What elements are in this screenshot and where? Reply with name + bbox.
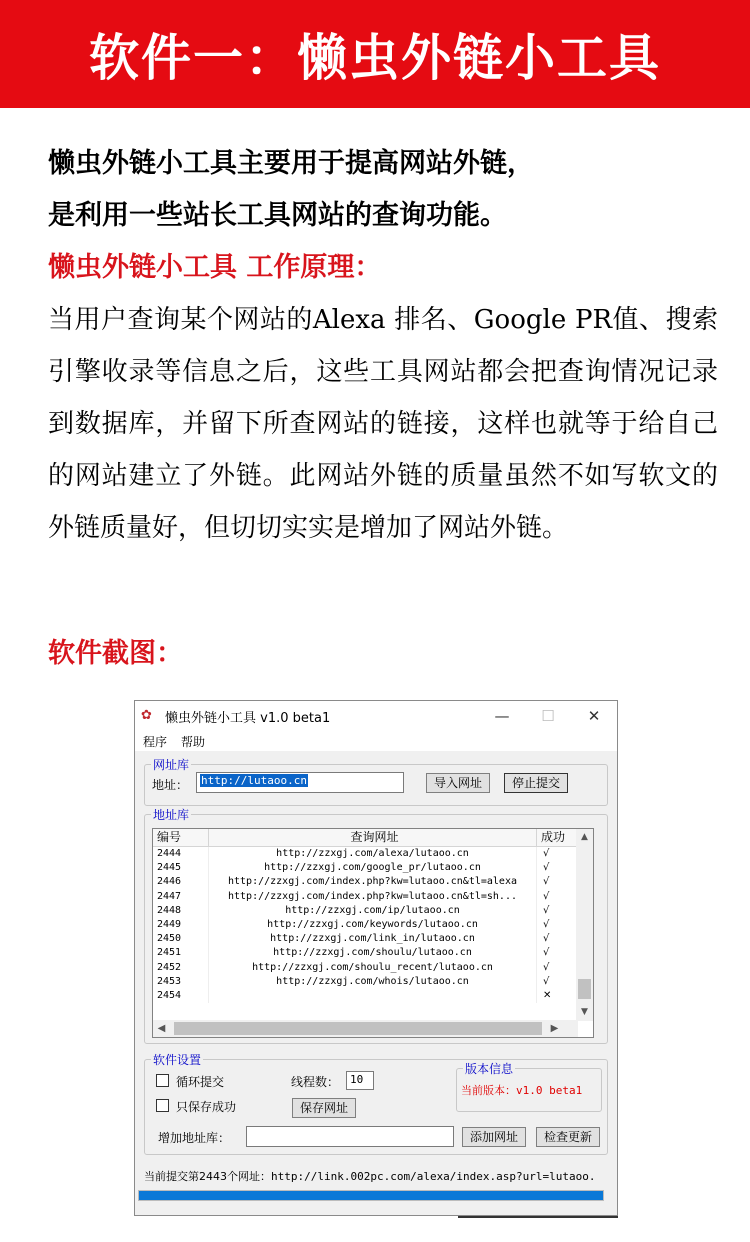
col-url[interactable]: 查询网址	[209, 829, 537, 846]
status-url: http://link.002pc.com/alexa/index.asp?url=lutaoo.	[271, 1170, 596, 1183]
row-id: 2453	[153, 975, 209, 989]
status-bar	[144, 1168, 614, 1184]
check-icon: √	[543, 918, 550, 930]
table-row[interactable]	[153, 989, 593, 1003]
status-prefix: 当前提交第2443个网址：	[144, 1170, 271, 1183]
row-url: http://zzxgj.com/keywords/lutaoo.cn	[209, 918, 537, 932]
add-url-button[interactable]: 添加网址	[462, 1127, 526, 1147]
row-id: 2452	[153, 961, 209, 975]
threads-input[interactable]: 10	[346, 1071, 374, 1090]
save-success-checkbox[interactable]	[156, 1099, 169, 1112]
banner-title: 软件一：懒虫外链小工具	[89, 29, 661, 87]
table-row[interactable]	[153, 890, 593, 904]
col-success[interactable]: 成功	[537, 829, 577, 846]
table-row[interactable]	[153, 847, 593, 861]
check-icon: √	[543, 848, 550, 859]
check-icon: √	[543, 961, 550, 973]
loop-submit-checkbox[interactable]	[156, 1074, 169, 1087]
row-id: 2451	[153, 946, 209, 960]
list-rows	[153, 847, 593, 1003]
check-update-button[interactable]: 检查更新	[536, 1127, 600, 1147]
table-row[interactable]	[153, 918, 593, 932]
table-row[interactable]	[153, 861, 593, 875]
check-icon: √	[543, 975, 550, 987]
row-id: 2444	[153, 847, 209, 861]
list-header	[153, 829, 593, 847]
row-id: 2448	[153, 904, 209, 918]
current-version: 当前版本：v1.0 beta1	[461, 1084, 583, 1097]
screenshot-heading: 软件截图：	[48, 638, 183, 669]
address-label: 地址：	[152, 778, 189, 792]
loop-submit-label: 循环提交	[176, 1075, 225, 1089]
check-icon: √	[543, 904, 550, 916]
version-group-label: 版本信息	[465, 1062, 514, 1076]
table-row[interactable]	[153, 904, 593, 918]
check-icon: √	[543, 933, 550, 945]
title-banner	[0, 0, 750, 108]
add-url-input[interactable]	[246, 1126, 454, 1147]
lead-line-2: 是利用一些站长工具网站的查询功能。	[48, 200, 507, 231]
principle-body: 当用户查询某个网站的Alexa 排名、Google PR值、搜索引擎收录等信息之后，这些工具网站都会把查询情况记录到数据库，并留下所查网站的链接，这样也就等于给自己的网站建立了外链。此网站外链的质量虽然不如写软文的外链质量好，但切切实实是增加了网站外链。	[48, 305, 718, 543]
row-url: http://zzxgj.com/alexa/lutaoo.cn	[209, 847, 537, 861]
window-title: 懒虫外链小工具 v1.0 beta1	[165, 710, 331, 726]
check-icon: √	[543, 890, 550, 902]
add-url-label: 增加地址库：	[158, 1131, 231, 1145]
row-id: 2450	[153, 932, 209, 946]
list-group-label: 地址库	[153, 808, 190, 822]
progress-fill	[139, 1191, 603, 1200]
row-url: http://zzxgj.com/google_pr/lutaoo.cn	[209, 861, 537, 875]
row-id: 2446	[153, 875, 209, 889]
row-url: http://zzxgj.com/ip/lutaoo.cn	[209, 904, 537, 918]
row-url: http://zzxgj.com/index.php?kw=lutaoo.cn&tl=sh...	[209, 890, 537, 904]
chevron-down-icon[interactable]: ▼	[581, 1007, 588, 1017]
table-row[interactable]	[153, 932, 593, 946]
check-icon: √	[543, 947, 550, 959]
list-horizontal-scrollbar[interactable]	[153, 1020, 578, 1037]
maximize-button[interactable]: ☐	[541, 707, 555, 725]
row-url: http://zzxgj.com/index.php?kw=lutaoo.cn&tl=alexa	[209, 875, 537, 889]
row-url: http://zzxgj.com/shoulu_recent/lutaoo.cn	[209, 961, 537, 975]
vertical-scroll-thumb[interactable]	[578, 979, 591, 999]
horizontal-scroll-thumb[interactable]	[174, 1022, 542, 1035]
fail-icon: ✕	[543, 989, 552, 1001]
progress-bar	[138, 1190, 604, 1201]
close-button[interactable]: ✕	[587, 707, 601, 725]
settings-group-label: 软件设置	[153, 1053, 202, 1067]
chevron-left-icon[interactable]: ◀	[157, 1023, 166, 1034]
check-icon: √	[543, 876, 550, 888]
article	[48, 138, 718, 554]
principle-heading: 懒虫外链小工具 工作原理：	[48, 252, 382, 283]
col-id[interactable]: 编号	[153, 829, 209, 846]
table-row[interactable]	[153, 875, 593, 889]
check-icon: √	[543, 862, 550, 874]
import-urls-button[interactable]: 导入网址	[426, 773, 490, 793]
row-url: http://zzxgj.com/link_in/lutaoo.cn	[209, 932, 537, 946]
row-id: 2449	[153, 918, 209, 932]
table-row[interactable]	[153, 975, 593, 989]
window-shadow-line	[458, 1216, 618, 1218]
table-row[interactable]	[153, 946, 593, 960]
menu-help[interactable]: 帮助	[181, 734, 206, 749]
url-group-label: 网址库	[153, 758, 190, 772]
row-id: 2445	[153, 861, 209, 875]
lead-line-1: 懒虫外链小工具主要用于提高网站外链，	[48, 148, 534, 179]
save-success-label: 只保存成功	[176, 1100, 237, 1114]
row-id: 2454	[153, 989, 209, 1003]
row-url	[209, 989, 537, 1003]
threads-label: 线程数：	[291, 1075, 340, 1089]
row-url: http://zzxgj.com/whois/lutaoo.cn	[209, 975, 537, 989]
address-value: http://lutaoo.cn	[201, 774, 307, 787]
minimize-button[interactable]: —	[494, 707, 510, 725]
url-list[interactable]	[152, 828, 594, 1038]
table-row[interactable]	[153, 961, 593, 975]
save-urls-button[interactable]: 保存网址	[292, 1098, 356, 1118]
menu-bar	[135, 731, 617, 751]
window-titlebar[interactable]	[135, 701, 617, 731]
row-id: 2447	[153, 890, 209, 904]
address-input[interactable]	[196, 772, 404, 793]
list-vertical-scrollbar[interactable]	[576, 829, 593, 1021]
chevron-up-icon[interactable]: ▲	[581, 832, 588, 842]
chevron-right-icon[interactable]: ▶	[550, 1023, 559, 1034]
stop-submit-button[interactable]: 停止提交	[504, 773, 568, 793]
menu-program[interactable]: 程序	[143, 734, 168, 749]
row-url: http://zzxgj.com/shoulu/lutaoo.cn	[209, 946, 537, 960]
bug-icon: ✿	[141, 708, 152, 723]
